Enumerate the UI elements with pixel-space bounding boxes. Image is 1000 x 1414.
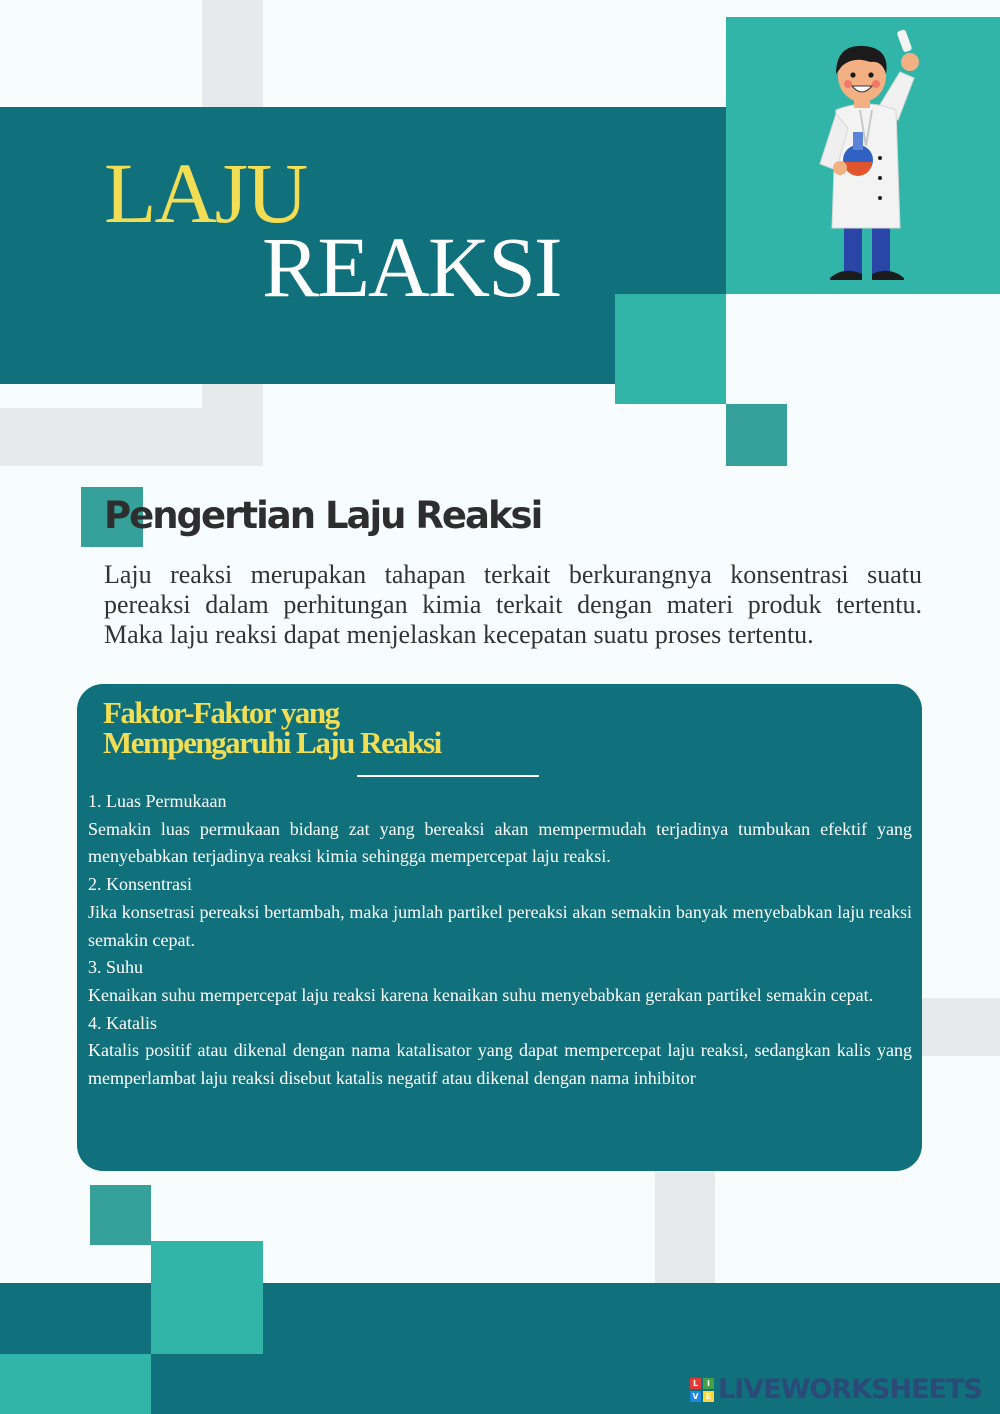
factor-description: Kenaikan suhu mempercepat laju reaksi karena kenaikan suhu menyebabkan gerakan partikel semakin cepat. [88,984,874,1005]
page-title-line1: LAJU [104,145,307,241]
scientist-icon [800,28,930,283]
logo-letter: L [690,1378,701,1389]
factor-heading: 3. Suhu [88,957,144,978]
page-title-line2: REAKSI [262,219,561,315]
factor-heading: 4. Katalis [88,1012,157,1033]
deco-square-5 [151,1283,263,1354]
deco-square-6 [0,1354,151,1414]
liveworksheets-logo[interactable] [690,1374,982,1405]
bg-gray-bar-left [0,408,263,466]
title-divider [357,775,539,777]
factor-description: Katalis positif atau dikenal dengan nama katalisator yang dapat mempercepat laju reaksi, sedangkan kalis yang memperlambat laju reaksi disebut katalis negatif atau dikenal dengan nama inhibitor [88,1040,912,1089]
factor-heading: 2. Konsentrasi [88,874,192,895]
factor-heading: 1. Luas Permukaan [88,791,227,811]
definition-paragraph: Laju reaksi merupakan tahapan terkait berkurangnya konsentrasi suatu pereaksi dalam perhitungan kimia terkait dengan materi produk tertentu. Maka laju reaksi dapat menjelaskan kecepatan suatu proses tertentu. [104,560,922,649]
deco-square-2 [726,404,787,466]
bg-gray-bar-right [922,998,1000,1056]
factors-title-line2: Mempengaruhi Laju Reaksi [103,725,441,760]
deco-square-1 [615,294,726,404]
logo-letter: I [703,1378,714,1389]
factors-list [88,788,912,1093]
factors-title [103,695,441,760]
bg-gray-bar-bottom [655,1171,715,1283]
factors-title-line1: Faktor-Faktor yang [103,695,339,730]
deco-square-3 [90,1185,151,1245]
factor-description: Semakin luas permukaan bidang zat yang bereaksi akan mempermudah terjadinya tumbukan efektif yang menyebabkan terjadinya reaksi kimia sehingga mempercepat laju reaksi. [88,818,912,867]
factors-panel [77,684,922,1171]
liveworksheets-brand: LIVEWORKSHEETS [718,1374,982,1405]
liveworksheets-icon [690,1378,714,1402]
section-heading: Pengertian Laju Reaksi [104,494,542,537]
logo-letter: V [690,1391,701,1402]
deco-square-4 [151,1241,263,1283]
logo-letter: E [703,1391,714,1402]
factor-description: Jika konsetrasi pereaksi bertambah, maka jumlah partikel pereaksi akan semakin banyak menyebabkan laju reaksi semakin cepat. [88,901,912,950]
